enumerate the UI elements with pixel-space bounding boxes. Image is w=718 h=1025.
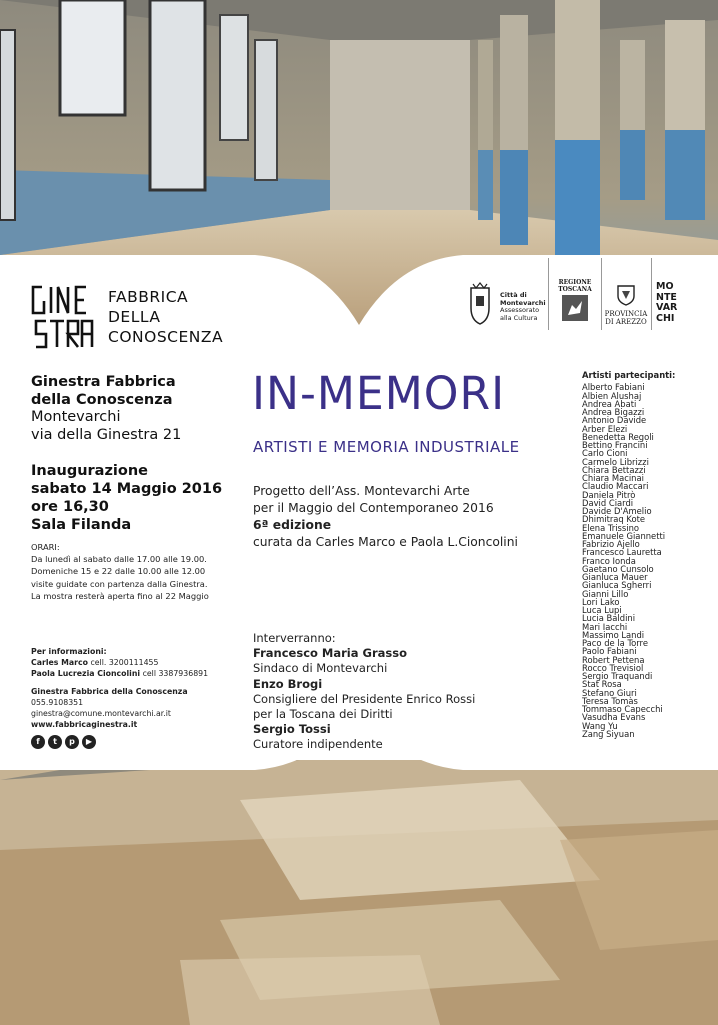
- divider: [651, 258, 652, 330]
- info-label: Per informazioni:: [31, 647, 107, 656]
- project-line-1: Progetto dell’Ass. Montevarchi Arte: [253, 484, 470, 498]
- logo-wordmark: [108, 287, 223, 347]
- artist-name: Andrea Bigazzi: [582, 407, 645, 417]
- project-line-2: per il Maggio del Contemporaneo 2016: [253, 501, 494, 515]
- divider: [601, 258, 602, 330]
- project-curators: curata da Carles Marco e Paola L.Cioncolini: [253, 535, 518, 549]
- artist-name: Lucia Baldini: [582, 613, 636, 624]
- artist-name: Bettino Francini: [582, 440, 648, 450]
- contact-1-name: Carles Marco: [31, 657, 88, 667]
- artist-name: Carlo Cioni: [582, 448, 628, 459]
- venue-line-1: Ginestra Fabbrica: [31, 374, 176, 390]
- artist-name: Tommaso Capecchi: [582, 704, 663, 714]
- region-logo: [556, 280, 594, 327]
- venue-address: via della Ginestra 21: [31, 426, 182, 443]
- artist-name: Stat Rosa: [582, 679, 622, 690]
- artist-name: Stefano Giuri: [582, 687, 637, 698]
- ginestra-logo-icon: [30, 285, 100, 355]
- org-phone: 055.9108351: [31, 698, 84, 708]
- ginestra-logo-mark: [30, 285, 100, 355]
- artist-name: Claudio Maccari: [582, 481, 649, 492]
- artist-name: Gianluca Mauer: [582, 572, 648, 582]
- artist-name: Andrea Abati: [582, 398, 637, 409]
- artist-name: Emanuele Giannetti: [582, 530, 666, 541]
- artist-name: Paolo Fabiani: [582, 646, 637, 657]
- venue-block: [31, 374, 181, 444]
- hours-label: ORARI:: [31, 542, 60, 552]
- montevarchi-logo-text: MONTE VAR CHI: [656, 281, 678, 324]
- artist-name: Carmelo Librizzi: [582, 456, 649, 467]
- inauguration-date: sabato 14 Maggio 2016: [31, 481, 223, 497]
- org-name: Ginestra Fabbrica della Conoscenza: [31, 687, 188, 697]
- artists-list: [582, 371, 675, 738]
- artist-name: Wang Yu: [582, 720, 618, 731]
- artist-name: Vasudha Evans: [582, 712, 646, 723]
- artist-name: Davide D'Amelio: [582, 506, 652, 516]
- city-crest-icon: [468, 282, 492, 326]
- artist-name: Chiara Bettazzi: [582, 464, 646, 475]
- province-text-1: PROVINCIA: [604, 310, 648, 318]
- city-name-2: Montevarchi: [500, 298, 546, 307]
- city-dept-2: alla Cultura: [500, 313, 538, 322]
- project-info: [253, 483, 518, 551]
- province-text-2: DI AREZZO: [605, 318, 647, 326]
- inauguration-time: ore 16,30: [31, 499, 109, 515]
- artist-name: Elena Trissino: [582, 522, 640, 533]
- artist-name: Lori Lako: [582, 596, 620, 607]
- social-icons: [31, 735, 208, 749]
- artist-name: Luca Lupi: [582, 605, 622, 615]
- province-logo: [604, 282, 648, 326]
- opening-hours: [31, 541, 209, 602]
- artist-name: Francesco Lauretta: [582, 547, 662, 558]
- hours-line-3: visite guidate con partenza dalla Ginestra.: [31, 578, 208, 589]
- artist-name: Alberto Fabiani: [582, 382, 645, 393]
- artist-name: Benedetta Regoli: [582, 431, 654, 442]
- contact-2-phone: cell 3387936891: [140, 668, 209, 678]
- artist-name: Mari Iacchi: [582, 621, 628, 632]
- inauguration-place: Sala Filanda: [31, 517, 132, 533]
- artist-name: Arber Elezi: [582, 423, 628, 434]
- artist-name: Robert Pettena: [582, 654, 645, 665]
- artist-name: Teresa Tomàs: [582, 695, 638, 706]
- artist-name: Rocco Trevisiol: [582, 662, 644, 673]
- speaker-2-name: Enzo Brogi: [253, 676, 323, 691]
- divider: [548, 258, 549, 330]
- hours-line-4: La mostra resterà aperta fino al 22 Maggio: [31, 590, 209, 601]
- inauguration-label: Inaugurazione: [31, 463, 148, 479]
- region-name: REGIONE TOSCANA: [558, 279, 592, 293]
- artist-name: Gianni Lillo: [582, 588, 629, 599]
- city-dept: Assessorato: [500, 306, 540, 314]
- hours-line-1: Da lunedì al sabato dalle 17.00 alle 19.00.: [31, 554, 207, 565]
- contact-2-name: Paola Lucrezia Cioncolini: [31, 668, 141, 678]
- artist-names: [582, 383, 675, 738]
- speakers-label: Interverranno:: [253, 631, 336, 645]
- logo-line-2: DELLA: [108, 308, 161, 326]
- exhibition-subtitle: ARTISTI E MEMORIA INDUSTRIALE: [253, 438, 520, 456]
- twitter-icon[interactable]: t: [48, 735, 62, 749]
- city-name: Città di: [500, 291, 527, 299]
- artist-name: Dhimitraq Kote: [582, 514, 646, 525]
- logo-line-3: CONOSCENZA: [108, 328, 224, 346]
- artist-name: Massimo Landi: [582, 629, 645, 640]
- project-edition: 6ª edizione: [253, 518, 332, 532]
- speaker-2-role-2: per la Toscana dei Diritti: [253, 707, 393, 722]
- speaker-3-role: Curatore indipendente: [253, 737, 383, 752]
- montevarchi-logo: [656, 282, 688, 328]
- artist-name: Antonio Davide: [582, 415, 647, 426]
- artist-name: Zang Siyuan: [582, 728, 635, 739]
- org-website[interactable]: www.fabbricaginestra.it: [31, 719, 138, 729]
- exhibition-title: IN-MEMORI: [252, 367, 506, 420]
- artist-name: Paco de la Torre: [582, 638, 648, 648]
- facebook-icon[interactable]: f: [31, 735, 45, 749]
- province-crest-icon: [614, 282, 638, 306]
- artist-name: Chiara Macinai: [582, 473, 644, 483]
- speaker-3-name: Sergio Tossi: [253, 722, 331, 737]
- speakers-block: [253, 631, 475, 753]
- artist-name: David Ciardi: [582, 497, 634, 508]
- youtube-icon[interactable]: ▶: [82, 735, 96, 749]
- artist-name: Albien Alushaj: [582, 390, 642, 401]
- artist-name: Gianluca Sgherri: [582, 580, 652, 591]
- speaker-2-role-1: Consigliere del Presidente Enrico Rossi: [253, 691, 476, 706]
- artist-name: Gaetano Cunsolo: [582, 563, 654, 574]
- artist-name: Sergio Traquandi: [582, 671, 653, 681]
- venue-line-2: della Conoscenza: [31, 391, 173, 408]
- speaker-1-role: Sindaco di Montevarchi: [253, 661, 388, 676]
- inauguration-block: [31, 462, 222, 534]
- contact-1-phone: cell. 3200111455: [88, 657, 159, 667]
- speaker-1-name: Francesco Maria Grasso: [253, 646, 407, 661]
- region-pegasus-icon: [560, 293, 590, 323]
- montevarchi-crest: [468, 282, 492, 330]
- artists-heading: Artisti partecipanti:: [582, 370, 676, 380]
- venue-line-3: Montevarchi: [31, 409, 121, 425]
- hours-line-2: Domeniche 15 e 22 dalle 10.00 alle 12.00: [31, 566, 206, 577]
- org-email[interactable]: ginestra@comune.montevarchi.ar.it: [31, 708, 171, 718]
- artist-name: Franco Ionda: [582, 555, 636, 566]
- artist-name: Daniela Pitrò: [582, 489, 636, 500]
- contact-info: [31, 647, 208, 749]
- logo-line-1: FABBRICA: [108, 288, 189, 306]
- city-text: [500, 292, 546, 322]
- pinterest-icon[interactable]: p: [65, 735, 79, 749]
- artist-name: Fabrizio Ajello: [582, 539, 640, 549]
